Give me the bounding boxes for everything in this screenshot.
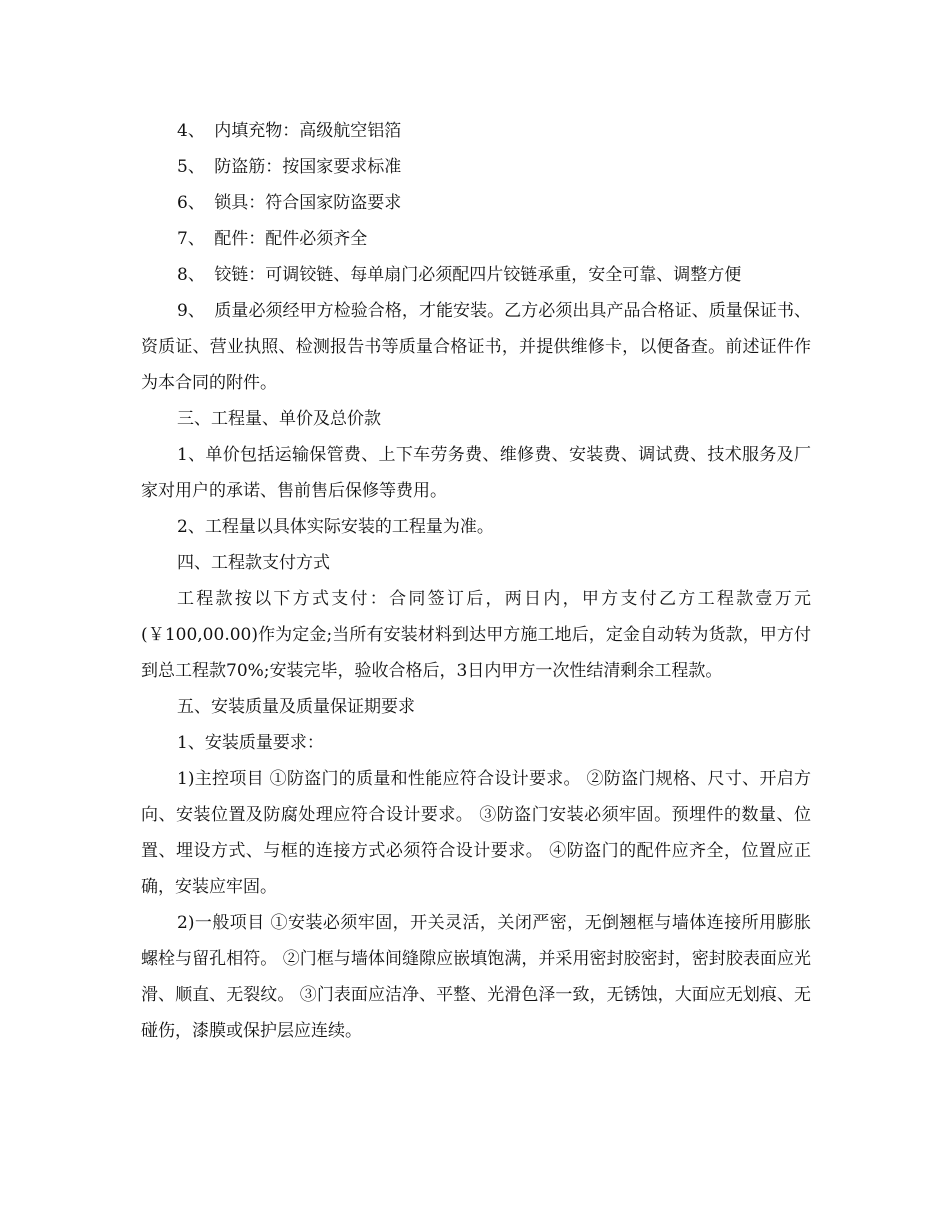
section-3-item-1: 1、单价包括运输保管费、上下车劳务费、维修费、安装费、调试费、技术服务及厂家对用户的承诺、售前售后保修等费用。: [141, 445, 811, 501]
spec-item-8: 8、 铰链：可调铰链、每单扇门必须配四片铰链承重，安全可靠、调整方便: [177, 265, 742, 285]
section-heading-3: 三、工程量、单价及总价款: [177, 409, 381, 429]
spec-item-7: 7、 配件：配件必须齐全: [177, 229, 368, 249]
main-control-items-paragraph: 1)主控项目 ①防盗门的质量和性能应符合设计要求。 ②防盗门规格、尺寸、开启方向、安装位置及防腐处理应符合设计要求。 ③防盗门安装必须牢固。预埋件的数量、位置、埋设方式、与框的连接方式必须符合设计要求。 ④防盗门的配件应齐全，位置应正确，安装应牢固。: [141, 769, 811, 897]
document-body: [141, 113, 811, 1049]
section-heading-5: 五、安装质量及质量保证期要求: [177, 697, 415, 717]
spec-item-9: 9、 质量必须经甲方检验合格，才能安装。乙方必须出具产品合格证、质量保证书、资质证、营业执照、检测报告书等质量合格证书，并提供维修卡，以便备查。前述证件作为本合同的附件。: [141, 301, 811, 393]
section-3-item-2: 2、工程量以具体实际安装的工程量为准。: [177, 517, 494, 537]
general-items-paragraph: 2)一般项目 ①安装必须牢固，开关灵活，关闭严密，无倒翘框与墙体连接所用膨胀螺栓与留孔相符。 ②门框与墙体间缝隙应嵌填饱满，并采用密封胶密封，密封胶表面应光滑、顺直、无裂纹。 ③门表面应洁净、平整、光滑色泽一致，无锈蚀，大面应无划痕、无碰伤，漆膜或保护层应连续。: [141, 913, 811, 1041]
section-5-item-1: 1、安装质量要求：: [177, 733, 324, 753]
payment-terms-paragraph: 工程款按以下方式支付：合同签订后，两日内，甲方支付乙方工程款壹万元(￥100,00.00)作为定金;当所有安装材料到达甲方施工地后，定金自动转为货款，甲方付到总工程款70%;安装完毕，验收合格后，3日内甲方一次性结清剩余工程款。: [141, 589, 811, 681]
spec-item-5: 5、 防盗筋：按国家要求标准: [177, 157, 402, 177]
spec-item-4: 4、 内填充物：高级航空铝箔: [177, 121, 402, 141]
section-heading-4: 四、工程款支付方式: [177, 553, 330, 573]
spec-item-6: 6、 锁具：符合国家防盗要求: [177, 193, 402, 213]
